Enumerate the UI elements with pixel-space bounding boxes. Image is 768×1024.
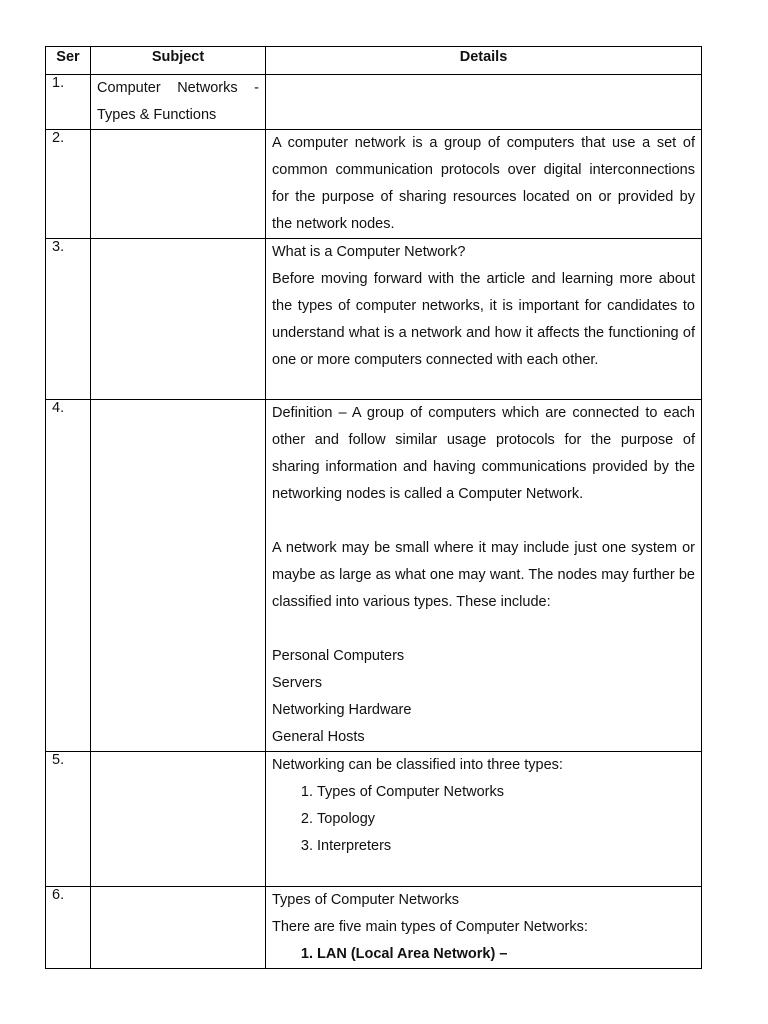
header-row xyxy=(46,47,702,75)
row-subject: Computer Networks - Types & Functions xyxy=(91,75,266,130)
section-paragraph: Before moving forward with the article and learning more about the types of computer networks, it is important for candidates to understand what is a network and how it affects the functioning of one or more computers connected with each other. xyxy=(272,271,695,368)
section-heading: What is a Computer Network? xyxy=(272,244,466,260)
spacer xyxy=(272,508,695,535)
network-types-intro: There are five main types of Computer Networks: xyxy=(272,919,588,935)
node-type-item: Servers xyxy=(272,675,322,691)
list-item: 1. Types of Computer Networks xyxy=(317,779,695,806)
network-types-list xyxy=(272,941,695,968)
section-heading: Types of Computer Networks xyxy=(272,892,459,908)
row-subject xyxy=(91,400,266,752)
row-details xyxy=(266,887,702,969)
row-ser: 1. xyxy=(46,75,91,130)
header-details: Details xyxy=(266,47,702,75)
row-ser: 4. xyxy=(46,400,91,752)
definition-paragraph: Definition – A group of computers which are connected to each other and follow similar usage protocols for the purpose of sharing information and having communications provided by the networking nodes is called a Computer Network. xyxy=(272,405,695,502)
table-row xyxy=(46,400,702,752)
row-subject xyxy=(91,239,266,400)
row-details xyxy=(266,239,702,400)
row-ser: 2. xyxy=(46,130,91,239)
table-row xyxy=(46,752,702,887)
list-item: 2. Topology xyxy=(317,806,695,833)
table-row xyxy=(46,75,702,130)
table-row xyxy=(46,130,702,239)
row-details xyxy=(266,400,702,752)
row-details xyxy=(266,75,702,130)
network-size-paragraph: A network may be small where it may include just one system or maybe as large as what one may want. The nodes may further be classified into various types. These include: xyxy=(272,540,695,610)
spacer xyxy=(272,616,695,643)
row-details xyxy=(266,752,702,887)
row-details xyxy=(266,130,702,239)
node-type-item: Networking Hardware xyxy=(272,702,412,718)
list-item: 3. Interpreters xyxy=(317,833,695,860)
table-row xyxy=(46,239,702,400)
table-row xyxy=(46,887,702,969)
row-subject xyxy=(91,887,266,969)
document-table xyxy=(45,46,702,969)
list-item: 1. LAN (Local Area Network) – xyxy=(317,941,695,968)
header-ser: Ser xyxy=(46,47,91,75)
node-type-item: Personal Computers xyxy=(272,648,405,664)
classification-intro: Networking can be classified into three types: xyxy=(272,757,563,773)
classification-list xyxy=(272,779,695,860)
row-ser: 3. xyxy=(46,239,91,400)
header-subject: Subject xyxy=(91,47,266,75)
network-definition-text: A computer network is a group of computers that use a set of common communication protocols over digital interconnections for the purpose of sharing resources located on or provided by the network nodes. xyxy=(272,135,695,232)
row-subject xyxy=(91,752,266,887)
row-ser: 6. xyxy=(46,887,91,969)
row-subject xyxy=(91,130,266,239)
row-ser: 5. xyxy=(46,752,91,887)
node-type-item: General Hosts xyxy=(272,729,365,745)
